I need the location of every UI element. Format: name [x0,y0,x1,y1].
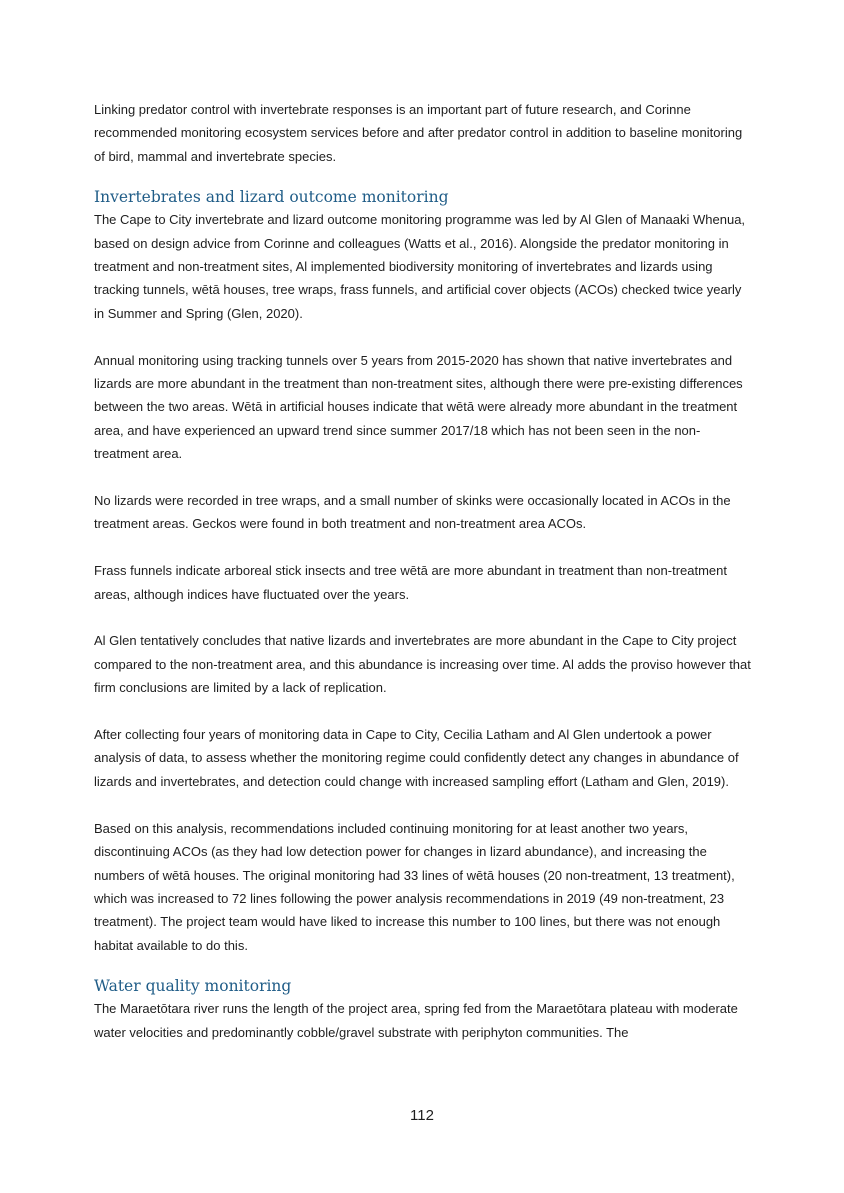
page-number: 112 [410,1107,434,1124]
page-body [94,98,754,1067]
section-heading-water-quality: Water quality monitoring [94,977,292,996]
section1-paragraph: No lizards were recorded in tree wraps, and a small number of skinks were occasionally located in ACOs in the treatment areas. Geckos were found in both treatment and non-treatment area ACOs. [94,493,731,532]
section2-paragraph: The Maraetōtara river runs the length of the project area, spring fed from the Maraetōtara plateau with moderate water velocities and predominantly cobble/gravel substrate with periphyton communities. The [94,1001,738,1040]
section-heading-invertebrates-lizards: Invertebrates and lizard outcome monitoring [94,188,449,207]
section1-paragraph: Frass funnels indicate arboreal stick insects and tree wētā are more abundant in treatment than non-treatment areas, although indices have fluctuated over the years. [94,563,728,602]
section1-paragraph: Annual monitoring using tracking tunnels over 5 years from 2015-2020 has shown that native invertebrates and lizards are more abundant in the treatment than non-treatment sites, although there were pre-existing differences between the two areas. Wētā in artificial houses indicate that wētā were already more abundant in the treatment area, and have experienced an upward trend since summer 2017/18 which has not been seen in the non-treatment area. [94,352,743,462]
intro-paragraph: Linking predator control with invertebrate responses is an important part of future research, and Corinne recommended monitoring ecosystem services before and after predator control in addition to baseline monitoring of bird, mammal and invertebrate species. [94,102,743,164]
section1-paragraph: After collecting four years of monitoring data in Cape to City, Cecilia Latham and Al Glen undertook a power analysis of data, to assess whether the monitoring regime could confidently detect any changes in abundance of lizards and invertebrates, and detection could change with increased sampling effort (Latham and Glen, 2019). [94,727,739,789]
section1-paragraph: The Cape to City invertebrate and lizard outcome monitoring programme was led by Al Glen of Manaaki Whenua, based on design advice from Corinne and colleagues (Watts et al., 2016). Alongside the predator monitoring in treatment and non-treatment sites, Al implemented biodiversity monitoring of invertebrates and lizards using tracking tunnels, wētā houses, tree wraps, frass funnels, and artificial cover objects (ACOs) checked twice yearly in Summer and Spring (Glen, 2020). [94,212,746,321]
section1-paragraph: Based on this analysis, recommendations included continuing monitoring for at least another two years, discontinuing ACOs (as they had low detection power for changes in lizard abundance), and increasing the numbers of wētā houses. The original monitoring had 33 lines of wētā houses (20 non-treatment, 13 treatment), which was increased to 72 lines following the power analysis recommendations in 2019 (49 non-treatment, 23 treatment). The project team would have liked to increase this number to 100 lines, but there was not enough habitat available to do this. [94,820,735,953]
section1-paragraph: Al Glen tentatively concludes that native lizards and invertebrates are more abundant in the Cape to City project compared to the non-treatment area, and this abundance is increasing over time. Al adds the proviso however that firm conclusions are limited by a lack of replication. [94,633,751,696]
